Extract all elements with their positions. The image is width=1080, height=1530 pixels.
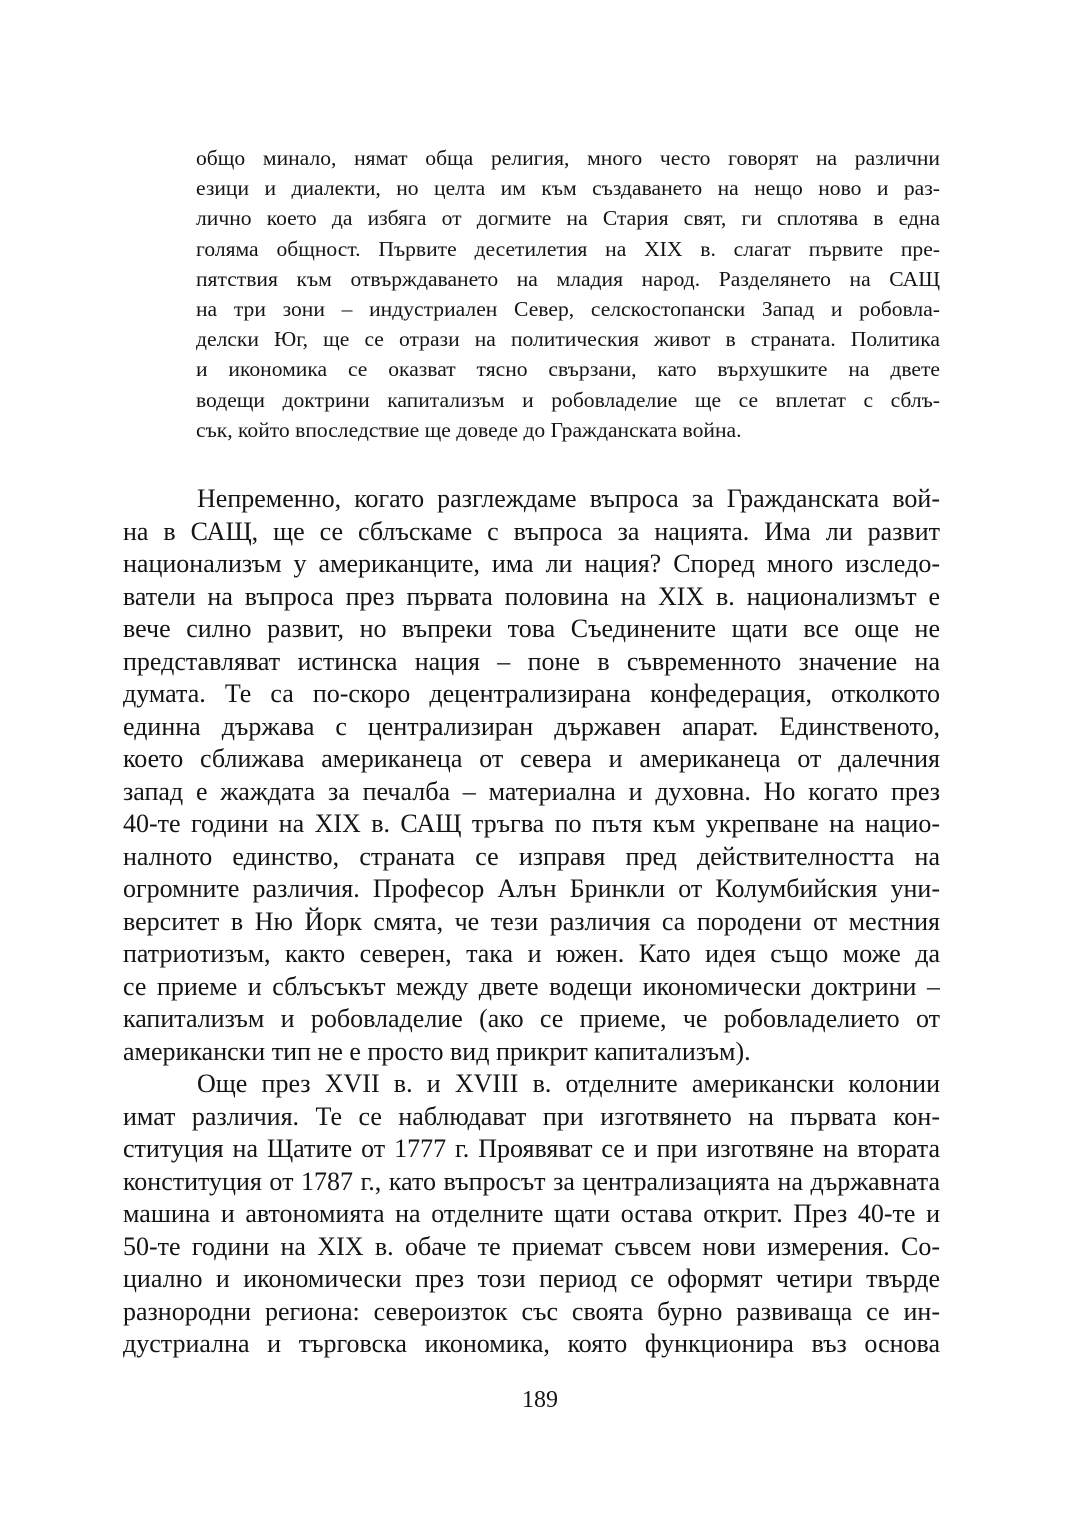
paragraph-line: вече силно развит, но въпреки това Съединените щати все още не <box>123 614 940 643</box>
paragraph-line: огромните различия. Професор Алън Бринкли от Колумбийския уни- <box>123 874 940 903</box>
page-number: 189 <box>522 1387 558 1413</box>
quote-line: на три зони – индустриален Север, селскостопански Запад и робовла- <box>196 296 940 321</box>
paragraph-line: на в САЩ, ще се сблъскаме с въпроса за нацията. Има ли развит <box>123 516 940 546</box>
paragraph-line: Непременно, когато разглеждаме въпроса за Гражданската вой- <box>197 484 940 513</box>
quote-line: общо минало, нямат обща религия, много често говорят на различни <box>196 146 940 170</box>
paragraph-line: ватели на въпроса през първата половина на XIX в. национализмът е <box>123 581 940 611</box>
paragraph-line: единна държава с централизиран държавен апарат. Единственото, <box>123 711 940 741</box>
paragraph-colonies <box>123 1068 940 1361</box>
quote-line: езици и диалекти, но целта им към създаването на нещо ново и раз- <box>196 176 940 201</box>
quote-line: и икономика се оказват тясно свързани, като върхушките на двете <box>196 357 940 382</box>
paragraph-line: запад е жаждата за печалба – материална и духовна. Но когато през <box>123 776 940 806</box>
paragraph-line: представляват истинска нация – поне в съвременното значение на <box>123 646 940 676</box>
paragraph-line: машина и автономията на отделните щати остава открит. През 40-те и <box>123 1199 940 1228</box>
paragraph-line: капитализъм и робовладелие (ако се приеме, че робовладелието от <box>123 1004 940 1033</box>
paragraph-line: разнородни региона: североизток със своята бурно развиваща се ин- <box>123 1296 940 1326</box>
paragraph-line: се приеме и сблъсъкът между двете водещи икономически доктрини – <box>123 971 940 1001</box>
paragraph-line: патриотизъм, както северен, така и южен. Като идея също може да <box>123 939 940 968</box>
quote-line: лично което да избягa от догмите на Стария свят, ги сплотява в една <box>196 206 940 231</box>
paragraph-line: Още през XVII в. и XVIII в. отделните американски колонии <box>197 1069 940 1098</box>
paragraph-line: имат различия. Те се наблюдават при изготвянето на първата кон- <box>123 1101 940 1131</box>
paragraph-line: циално и икономически през този период се оформят четири твърде <box>123 1264 940 1293</box>
paragraph-line: верситет в Ню Йорк смята, че тези различия са породени от местния <box>123 906 940 936</box>
paragraph-nationalism <box>123 483 940 1068</box>
body-text <box>123 483 940 1361</box>
paragraph-line: налното единство, страната се изправя пред действителността на <box>123 841 940 871</box>
paragraph-line: национализъм у американците, има ли нация? Според много изследо- <box>123 549 940 578</box>
quote-line: голяма общност. Първите десетилетия на XIX в. слагат първите пре- <box>196 236 940 261</box>
paragraph-line: дустриална и търговска икономика, която функционира въз основа <box>123 1329 940 1358</box>
quote-line: сък, който впоследствие ще доведе до Гражданската война. <box>196 417 742 442</box>
paragraph-line: 50-те години на XIX в. обаче те приемат съвсем нови измерения. Со- <box>123 1231 940 1261</box>
paragraph-line: ституция на Щатите от 1777 г. Проявяват се и при изготвяне на втората <box>123 1134 940 1163</box>
quote-line: делски Юг, ще се отрази на политическия живот в страната. Политика <box>196 327 940 352</box>
paragraph-line: думата. Те са по-скоро децентрализирана конфедерация, отколкото <box>123 679 940 708</box>
paragraph-line: американски тип не е просто вид прикрит капитализъм). <box>123 1036 751 1066</box>
paragraph-line: което сближава американеца от севера и американеца от далечния <box>123 744 940 773</box>
paragraph-line: конституция от 1787 г., като въпросът за централизацията на държавната <box>123 1166 940 1196</box>
quote-line: пятствия към отвърждаването на младия народ. Разделянето на САЩ <box>196 266 940 291</box>
quote-line: водещи доктрини капитализъм и робовладелие ще се вплетат с сблъ- <box>196 387 940 412</box>
paragraph-line: 40-те години на XIX в. САЩ тръгва по пътя към укрепване на нацио- <box>123 809 940 838</box>
block-quote <box>196 143 940 445</box>
